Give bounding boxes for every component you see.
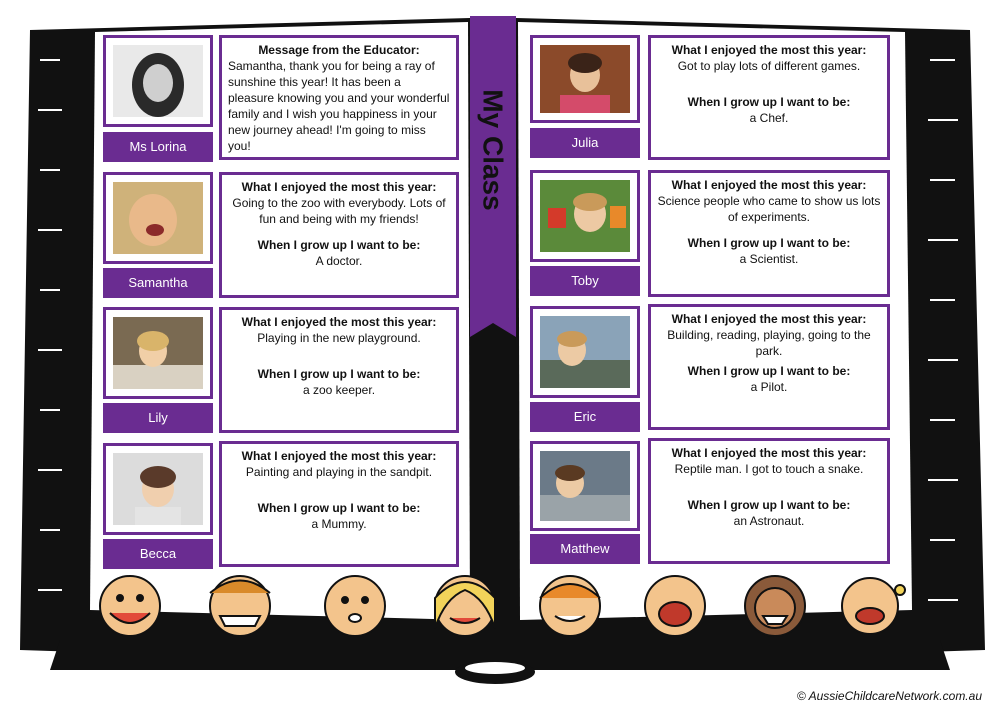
enjoyed-text: Painting and playing in the sandpit. — [245, 465, 433, 479]
face-icon — [645, 576, 705, 636]
enjoyed-text: Reptile man. I got to touch a snake. — [674, 462, 864, 476]
grow-up-text: a Pilot. — [750, 380, 788, 394]
ribbon-tail — [470, 315, 516, 337]
child-info-card — [648, 170, 890, 297]
enjoyed-heading: What I enjoyed the most this year: — [241, 449, 437, 463]
child-name-bar: Matthew — [530, 534, 640, 564]
child-info-card — [648, 35, 890, 160]
child-name-bar: Lily — [103, 403, 213, 433]
child-photo — [540, 180, 630, 252]
cartoon-faces — [90, 568, 910, 640]
child-name-bar: Eric — [530, 402, 640, 432]
child-photo-frame — [530, 306, 640, 398]
grow-up-heading: When I grow up I want to be: — [257, 238, 421, 252]
face-icon — [435, 576, 495, 636]
face-icon — [210, 576, 270, 636]
educator-message-heading: Message from the Educator: — [258, 43, 420, 57]
child-photo-frame — [530, 35, 640, 123]
child-name-bar: Toby — [530, 266, 640, 296]
child-photo-frame — [530, 170, 640, 262]
educator-message-card — [219, 35, 459, 160]
face-icon — [745, 576, 805, 636]
educator-name-bar: Ms Lorina — [103, 132, 213, 162]
enjoyed-text: Building, reading, playing, going to the park. — [667, 328, 871, 358]
enjoyed-heading: What I enjoyed the most this year: — [671, 312, 867, 326]
child-photo-frame — [103, 307, 213, 399]
enjoyed-text: Playing in the new playground. — [257, 331, 421, 345]
educator-message-text: Samantha, thank you for being a ray of sunshine this year! It has been a pleasure knowing you and your wonderful family and I wish you happiness in your new journey ahead! I'm going to miss you! — [228, 59, 450, 153]
grow-up-heading: When I grow up I want to be: — [257, 501, 421, 515]
child-info-card — [648, 304, 890, 430]
child-name-bar: Samantha — [103, 268, 213, 298]
ribbon-title: My Class — [478, 89, 509, 211]
child-photo — [540, 316, 630, 388]
enjoyed-heading: What I enjoyed the most this year: — [671, 178, 867, 192]
grow-up-text: A doctor. — [315, 254, 363, 268]
enjoyed-heading: What I enjoyed the most this year: — [241, 180, 437, 194]
child-photo — [540, 451, 630, 521]
child-photo-frame — [103, 443, 213, 535]
enjoyed-heading: What I enjoyed the most this year: — [671, 446, 867, 460]
child-name-bar: Julia — [530, 128, 640, 158]
enjoyed-text: Got to play lots of different games. — [677, 59, 861, 73]
grow-up-text: a Scientist. — [739, 252, 799, 266]
grow-up-text: a Chef. — [749, 111, 789, 125]
face-icon — [325, 576, 385, 636]
child-photo — [113, 182, 203, 254]
educator-photo — [113, 45, 203, 117]
child-photo-frame — [103, 172, 213, 264]
enjoyed-text: Science people who came to show us lots of experiments. — [657, 194, 881, 224]
copyright-text: © AussieChildcareNetwork.com.au — [796, 689, 982, 703]
grow-up-heading: When I grow up I want to be: — [687, 364, 851, 378]
educator-photo-frame — [103, 35, 213, 127]
child-name-bar: Becca — [103, 539, 213, 569]
grow-up-heading: When I grow up I want to be: — [687, 236, 851, 250]
grow-up-heading: When I grow up I want to be: — [687, 498, 851, 512]
child-info-card — [219, 441, 459, 567]
grow-up-text: a zoo keeper. — [302, 383, 376, 397]
face-icon — [100, 576, 160, 636]
enjoyed-heading: What I enjoyed the most this year: — [241, 315, 437, 329]
child-photo — [113, 453, 203, 525]
child-info-card — [219, 307, 459, 433]
grow-up-heading: When I grow up I want to be: — [257, 367, 421, 381]
grow-up-text: a Mummy. — [311, 517, 367, 531]
grow-up-heading: When I grow up I want to be: — [687, 95, 851, 109]
child-photo — [540, 45, 630, 113]
child-info-card — [648, 438, 890, 564]
child-photo — [113, 317, 203, 389]
child-photo-frame — [530, 441, 640, 531]
grow-up-text: an Astronaut. — [733, 514, 805, 528]
enjoyed-text: Going to the zoo with everybody. Lots of fun and being with my friends! — [232, 196, 446, 226]
face-icon — [842, 578, 905, 634]
face-icon — [540, 576, 600, 636]
child-info-card — [219, 172, 459, 298]
enjoyed-heading: What I enjoyed the most this year: — [671, 43, 867, 57]
